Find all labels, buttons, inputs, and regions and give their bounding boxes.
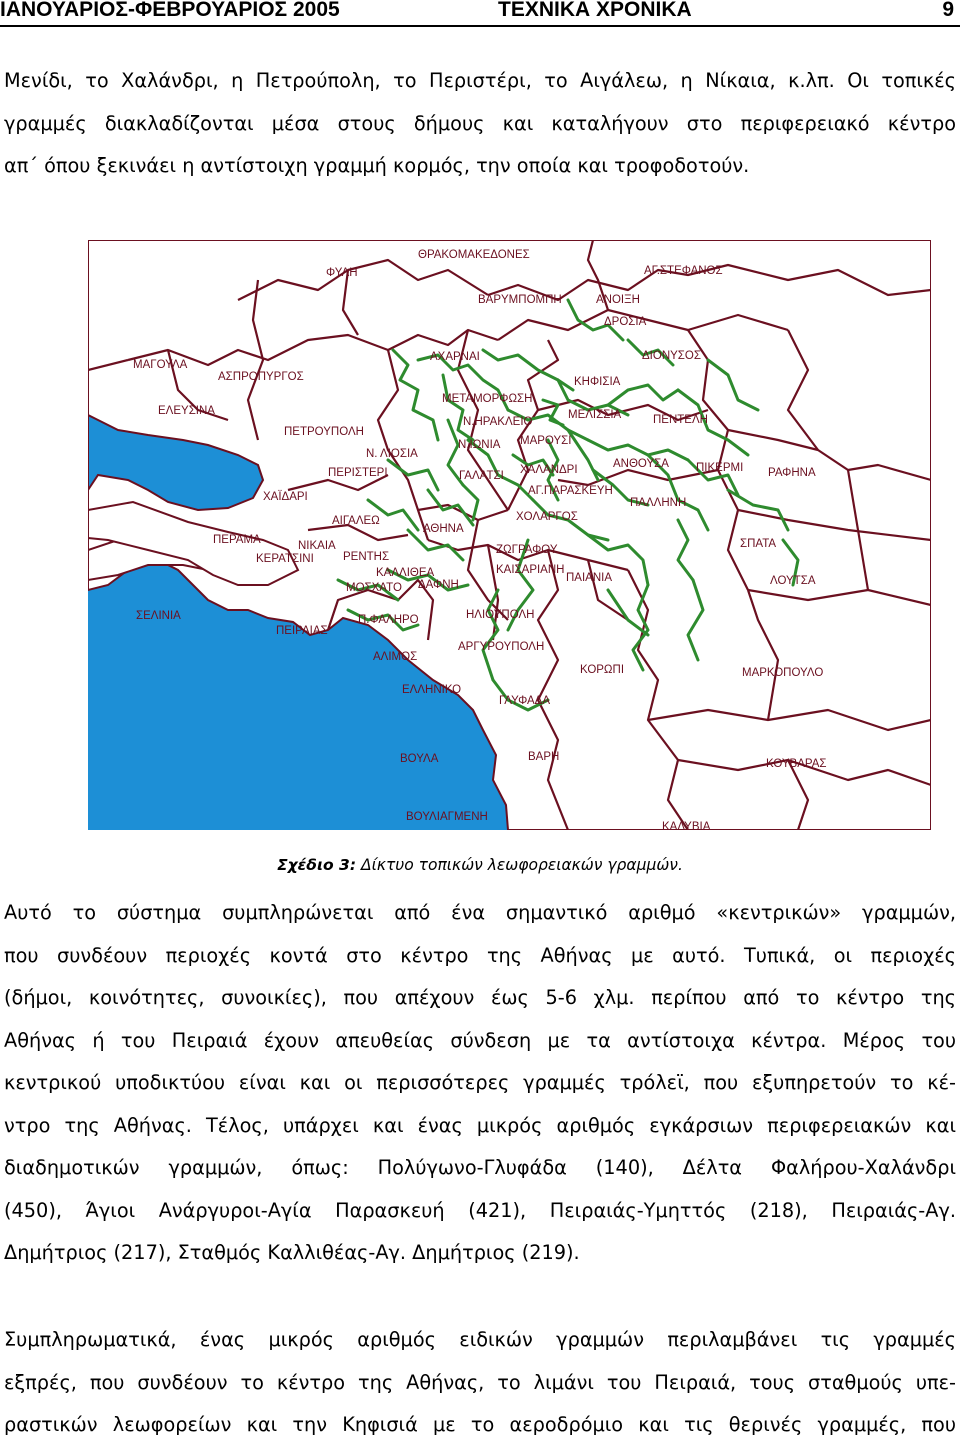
intro-paragraph: [4, 60, 956, 188]
place-label: ΓΛΥΦΑΔΑ: [499, 695, 550, 707]
place-label: ΠΑΙΑΝΙΑ: [566, 572, 613, 584]
text-line: διαδημοτικών γραμμών, όπως: Πολύγωνο-Γλυφάδα (140), Δέλτα Φαλήρου-Χαλάνδρι: [4, 1156, 956, 1179]
place-label: Ν.ΗΡΑΚΛΕΙΟ: [463, 416, 533, 428]
place-label: ΚΟΥΒΑΡΑΣ: [766, 758, 827, 770]
place-label: ΖΩΓΡΑΦΟΥ: [496, 544, 558, 556]
place-label: ΓΑΛΑΤΣΙ: [459, 470, 504, 482]
text-line: Αθήνας ή του Πειραιά έχουν απευθείας σύνδεση με τα αντίστοιχα κέντρα. Μέρος του: [4, 1028, 956, 1052]
place-label: ΔΑΦΝΗ: [418, 579, 459, 591]
place-label: ΕΛΕΥΣΙΝΑ: [158, 405, 215, 417]
place-label: ΑΧΑΡΝΑΙ: [430, 351, 480, 363]
place-label: ΔΙΟΝΥΣΟΣ: [642, 350, 701, 362]
place-label: ΧΑΪΔΑΡΙ: [263, 491, 308, 503]
place-label: ΜΕΤΑΜΟΡΦΩΣΗ: [442, 393, 533, 405]
header-journal-title: ΤΕΧΝΙΚΑ ΧΡΟΝΙΚΑ: [498, 0, 692, 21]
place-label: ΠΕΤΡΟΥΠΟΛΗ: [284, 426, 364, 438]
place-label: ΚΟΡΩΠΙ: [580, 664, 625, 676]
place-label: ΑΣΠΡΟΠΥΡΓΟΣ: [218, 371, 304, 383]
text-line: Αυτό το σύστημα συμπληρώνεται από ένα σημαντικό αριθμό «κεντρικών» γραμμών,: [4, 901, 956, 924]
place-label: ΠΕΡΙΣΤΕΡΙ: [328, 467, 388, 479]
place-label: ΛΟΥΤΣΑ: [770, 575, 816, 587]
figure-caption: [0, 856, 960, 874]
header-page-number: 9: [942, 0, 954, 21]
place-label: ΜΑΡΟΥΣΙ: [520, 435, 572, 447]
caption-text: Δίκτυο τοπικών λεωφορειακών γραμμών.: [360, 856, 683, 874]
place-label: ΑΓ.ΣΤΕΦΑΝΟΣ: [644, 265, 723, 277]
place-label: ΑΓ.ΠΑΡΑΣΚΕΥΗ: [528, 485, 613, 497]
place-label: ΚΑΛΛΙΘΕΑ: [376, 567, 435, 579]
place-label: ΒΟΥΛΙΑΓΜΕΝΗ: [406, 811, 488, 823]
place-label: Π.ΦΑΛΗΡΟ: [358, 614, 419, 626]
text-line: ραστικών λεωφορείων και την Κηφισιά με το αεροδρόμιο και τις θερινές γραμμές, που: [4, 1413, 956, 1436]
place-label: ΒΑΡΥΜΠΟΜΠΗ: [478, 294, 562, 306]
text-line: κεντρικού υποδικτύου είναι και οι περισσότερες γραμμές τρόλεϊ, που εξυπηρετούν το κέ-: [4, 1071, 956, 1094]
place-label: ΑΡΓΥΡΟΥΠΟΛΗ: [458, 641, 545, 653]
text-line: Μενίδι, το Χαλάνδρι, η Πετρούπολη, το Περιστέρι, το Αιγάλεω, η Νίκαια, κ.λπ. Οι τοπικές: [4, 69, 956, 92]
text-line: γραμμές διακλαδίζονται μέσα στους δήμους και καταλήγουν στο περιφερειακό κέντρο: [4, 111, 956, 135]
place-label: ΑΙΓΑΛΕΩ: [332, 515, 380, 527]
text-line: (450), Άγιοι Ανάργυροι-Αγία Παρασκευή (421), Πειραιάς-Υμηττός (218), Πειραιάς-Αγ.: [4, 1198, 956, 1222]
map-canvas: [88, 240, 931, 830]
place-label: ΠΕΡΑΜΑ: [213, 534, 261, 546]
bus-network-map: [88, 240, 931, 830]
caption-label: Σχέδιο 3:: [277, 856, 357, 874]
place-label: ΚΑΛΥΒΙΑ: [662, 821, 711, 830]
place-label: ΠΕΙΡΑΙΑΣ: [276, 625, 328, 637]
place-label: ΡΕΝΤΗΣ: [343, 551, 390, 563]
place-label: ΒΑΡΗ: [528, 751, 560, 763]
place-label: ΦΥΛΗ: [326, 267, 358, 279]
place-label: ΣΠΑΤΑ: [740, 538, 777, 550]
text-line: απ΄ όπου ξεκινάει η αντίστοιχη γραμμή κορμός, την οποία και τροφοδοτούν.: [4, 154, 750, 177]
text-line: Δημήτριος (217), Σταθμός Καλλιθέας-Αγ. Δημήτριος (219).: [4, 1241, 580, 1264]
place-label: ΑΛΙΜΟΣ: [373, 651, 418, 663]
place-label: ΧΟΛΑΡΓΟΣ: [516, 511, 578, 523]
page-header: [0, 0, 960, 24]
header-issue-date: ΙΑΝΟΥΑΡΙΟΣ-ΦΕΒΡΟΥΑΡΙΟΣ 2005: [0, 0, 340, 21]
header-rule: [0, 25, 960, 27]
place-label: ΑΝΟΙΞΗ: [596, 294, 640, 306]
place-label: ΝΙΚΑΙΑ: [298, 540, 336, 552]
place-label: Ν.ΙΩΝΙΑ: [458, 439, 501, 451]
place-label: ΜΑΓΟΥΛΑ: [133, 359, 188, 371]
text-line: που συνδέουν περιοχές κοντά στο κέντρο της Αθήνας με αυτό. Τυπικά, οι περιοχές: [4, 943, 956, 967]
body-paragraph: [4, 892, 956, 1275]
place-label: ΗΛΙΟΥΠΟΛΗ: [466, 609, 535, 621]
place-label: ΕΛΛΗΝΙΚΟ: [402, 684, 462, 696]
place-label: ΜΑΡΚΟΠΟΥΛΟ: [742, 667, 824, 679]
place-label: ΑΘΗΝΑ: [423, 523, 464, 535]
closing-paragraph: [4, 1319, 956, 1447]
place-label: Ν. ΛΙΟΣΙΑ: [366, 448, 418, 460]
place-label: ΘΡΑΚΟΜΑΚΕΔΟΝΕΣ: [418, 249, 530, 261]
place-label: ΠΑΛΛΗΝΗ: [630, 497, 687, 509]
text-line: ντρο της Αθήνας. Τέλος, υπάρχει και ένας μικρός αριθμός εγκάρσιων περιφερειακών και: [4, 1113, 956, 1137]
place-label: ΣΕΛΙΝΙΑ: [136, 610, 181, 622]
text-line: εξπρές, που συνδέουν το κέντρο της Αθήνας, το λιμάνι του Πειραιά, τους σταθμούς υπε-: [4, 1370, 956, 1394]
place-label: ΒΟΥΛΑ: [400, 753, 439, 765]
place-label: ΡΑΦΗΝΑ: [768, 467, 816, 479]
place-label: ΚΑΙΣΑΡΙΑΝΗ: [496, 564, 565, 576]
place-label: ΠΙΚΕΡΜΙ: [696, 462, 744, 474]
place-label: ΑΝΘΟΥΣΑ: [613, 458, 669, 470]
text-line: Συμπληρωματικά, ένας μικρός αριθμός ειδικών γραμμών περιλαμβάνει τις γραμμές: [4, 1328, 956, 1351]
text-line: (δήμοι, κοινότητες, συνοικίες), που απέχουν έως 5-6 χλμ. περίπου από το κέντρο της: [4, 986, 956, 1009]
place-label: ΚΕΡΑΤΣΙΝΙ: [256, 553, 314, 565]
place-label: ΔΡΟΣΙΑ: [604, 316, 647, 328]
place-label: ΜΕΛΙΣΣΙΑ: [568, 409, 622, 421]
place-label: ΠΕΝΤΕΛΗ: [653, 414, 708, 426]
place-label: ΚΗΦΙΣΙΑ: [574, 376, 621, 388]
place-label: ΧΑΛΑΝΔΡΙ: [520, 464, 578, 476]
place-label: ΜΟΣΧΑΤΟ: [346, 582, 402, 594]
